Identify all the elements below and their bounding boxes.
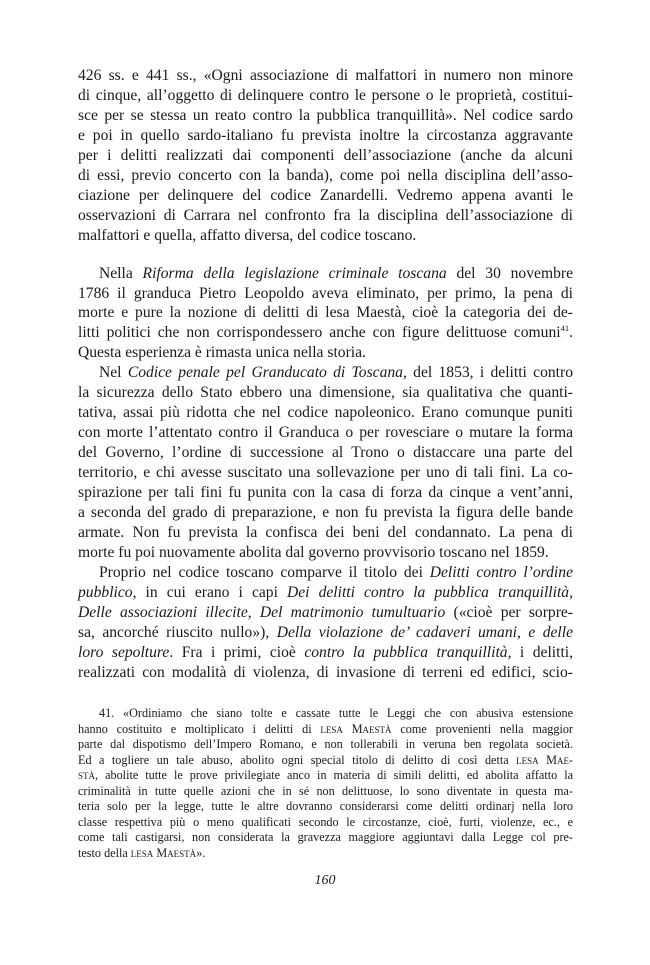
small-caps-term: lesa Maestà xyxy=(320,721,392,736)
italic-title: Del matrimonio tumultuario xyxy=(259,603,446,621)
paragraph-2 xyxy=(78,264,573,364)
italic-title: Della violazione de’ cadaveri umani, e delle xyxy=(276,623,573,641)
footnote-line: teria solo per la legge, tutte le altre dovranno considerarsi come delitti ordinarj nella loro xyxy=(78,799,573,813)
text-line: ciazione per delinquere del codice Zanardelli. Vedremo appena avanti le xyxy=(78,186,573,204)
paragraph-3 xyxy=(78,363,573,563)
footnote-line xyxy=(78,846,573,862)
paragraph-gap xyxy=(78,246,573,264)
text-run: . xyxy=(569,324,573,342)
text-line: con morte l’attentato contro il Granduca o per rovesciare o mutare la forma xyxy=(78,424,573,442)
text-run: . Fra i primi, cioè xyxy=(169,643,305,661)
text-run: («cioè per sorpre- xyxy=(445,603,573,621)
text-line: morte e pure la nozione di delitti di lesa Maestà, cioè la categoria dei de- xyxy=(78,304,573,322)
text-line xyxy=(78,623,573,643)
footnote-line: 41. «Ordiniamo che siano tolte e cassate tutte le Leggi che con abusiva estensione xyxy=(99,706,573,720)
text-run: Nel xyxy=(99,364,128,382)
text-line xyxy=(78,643,573,663)
text-line: malfattori e quella, affatto diversa, del codice toscano. xyxy=(78,226,417,244)
text-line xyxy=(78,323,573,343)
small-caps-term: stà xyxy=(78,768,96,782)
text-run: hanno costituito e moltiplicato i delitti di xyxy=(78,721,321,736)
footnote-41 xyxy=(78,706,573,861)
text-run: come provenienti nella maggior xyxy=(391,721,573,736)
text-line: di essi, previo concerto con la banda), come poi nella disciplina dell’asso- xyxy=(78,166,573,184)
text-line xyxy=(78,583,573,603)
text-run: , xyxy=(247,603,260,621)
text-line: spirazione per tali fini fu punita con la casa di forza da cinque a vent’anni, xyxy=(78,484,573,502)
footnote-line: parte dal dispotismo dell’Impero Romano, e non tollerabili in veruna ben regolata società. xyxy=(78,737,573,751)
text-run: , i delitti, xyxy=(507,643,574,661)
text-line: e poi in quello sardo-italiano fu prevista inoltre la circostanza aggravante xyxy=(78,126,573,144)
text-run: , in cui erano i capi xyxy=(132,583,287,601)
footnote-reference[interactable]: 41 xyxy=(560,323,570,334)
text-run: sa, ancorché riuscito nullo»), xyxy=(78,623,277,641)
text-run: Ed a togliere un tale abuso, abolito ogni special titolo di delitto di così detta xyxy=(78,752,517,767)
italic-title: loro sepolture xyxy=(78,643,170,661)
text-line xyxy=(78,264,573,284)
text-line: tativa, assai più ridotta che nel codice napoleonico. Erano comunque puniti xyxy=(78,404,573,422)
footnote-line xyxy=(78,768,573,784)
footnote-line: classe respettiva più o meno qualificati secondo le circostanze, cioè, furti, violenze, ec., e xyxy=(78,814,573,829)
italic-title: Riforma della legislazione criminale toscana xyxy=(142,264,447,282)
small-caps-term: lesa Mae- xyxy=(516,752,573,767)
text-run: del 30 novembre xyxy=(446,264,573,282)
italic-title: contro la pubblica tranquillità xyxy=(304,643,508,661)
footnote-line: criminalità in tutte quelle azioni che in sé non delittuose, lo sono diventate in questa ma- xyxy=(78,783,573,798)
text-line: osservazioni di Carrara nel confronto fra la disciplina dell’associazione di xyxy=(78,206,573,224)
footnote-line xyxy=(78,753,573,769)
text-line: di cinque, all’oggetto di delinquere contro le persone o le proprietà, costitui- xyxy=(78,86,573,104)
text-line: 426 ss. e 441 ss., «Ogni associazione di malfattori in numero non minore xyxy=(78,67,573,84)
text-line xyxy=(78,603,573,623)
paragraph-4 xyxy=(78,563,573,683)
main-text xyxy=(78,66,573,683)
text-line: sce per se stessa un reato contro la pubblica tranquillità». Nel codice sardo xyxy=(78,106,573,124)
text-line: a seconda del grado di preparazione, e non fu prevista la figura delle bande xyxy=(78,504,573,522)
text-line: per i delitti realizzati dai componenti dell’associazione (anche da alcuni xyxy=(78,146,573,164)
text-line xyxy=(78,363,573,383)
text-line: Questa esperienza è rimasta unica nella storia. xyxy=(78,344,366,362)
text-run: litti politici che non corrispondessero anche con figure delittuose comuni xyxy=(78,324,561,342)
small-caps-term: lesa Maestà xyxy=(130,845,197,860)
italic-title: Delitti contro l’ordine xyxy=(429,563,573,581)
paragraph-1 xyxy=(78,66,573,246)
text-run: , del 1853, i delitti contro xyxy=(402,364,573,382)
italic-title: pubblico xyxy=(78,583,133,601)
text-run: Nella xyxy=(99,264,143,282)
text-line: armate. Non fu prevista la confisca dei beni del condannato. La pena di xyxy=(78,523,573,541)
italic-title: Dei delitti contro la pubblica tranquillità xyxy=(286,583,570,601)
text-line: morte fu poi nuovamente abolita dal governo provvisorio toscano nel 1859. xyxy=(78,543,549,561)
text-run: , abolite tutte le prove privilegiate anco in materia di simili delitti, ed abolita affatto la xyxy=(95,768,573,782)
text-line xyxy=(78,563,573,583)
footnote-line xyxy=(78,722,573,738)
text-run: testo della xyxy=(78,845,131,860)
text-run: ». xyxy=(196,845,206,860)
text-line: territorio, e chi avesse suscitato una sollevazione per uno di tali fini. La co- xyxy=(78,464,573,482)
italic-title: Delle associazioni illecite xyxy=(78,603,248,621)
italic-title: Codice penale pel Granducato di Toscana xyxy=(127,364,403,382)
text-run: , xyxy=(569,583,573,601)
footnote-line: come tali castigarsi, non considerata la gravezza maggiore aggiuntavi dalla Legge col pre- xyxy=(78,830,573,844)
page-number: 160 xyxy=(314,873,336,888)
text-run: Proprio nel codice toscano comparve il titolo dei xyxy=(99,563,430,581)
text-line: del Governo, l’ordine di successione al Trono o distaccare una parte del xyxy=(78,444,573,462)
text-line: 1786 il granduca Pietro Leopoldo aveva eliminato, per primo, la pena di xyxy=(78,284,573,302)
text-line: realizzati con modalità di violenza, di invasione di terreni ed edifici, scio- xyxy=(78,663,573,681)
text-line: la sicurezza dello Stato ebbero una dimensione, sia qualitativa che quanti- xyxy=(78,384,573,402)
